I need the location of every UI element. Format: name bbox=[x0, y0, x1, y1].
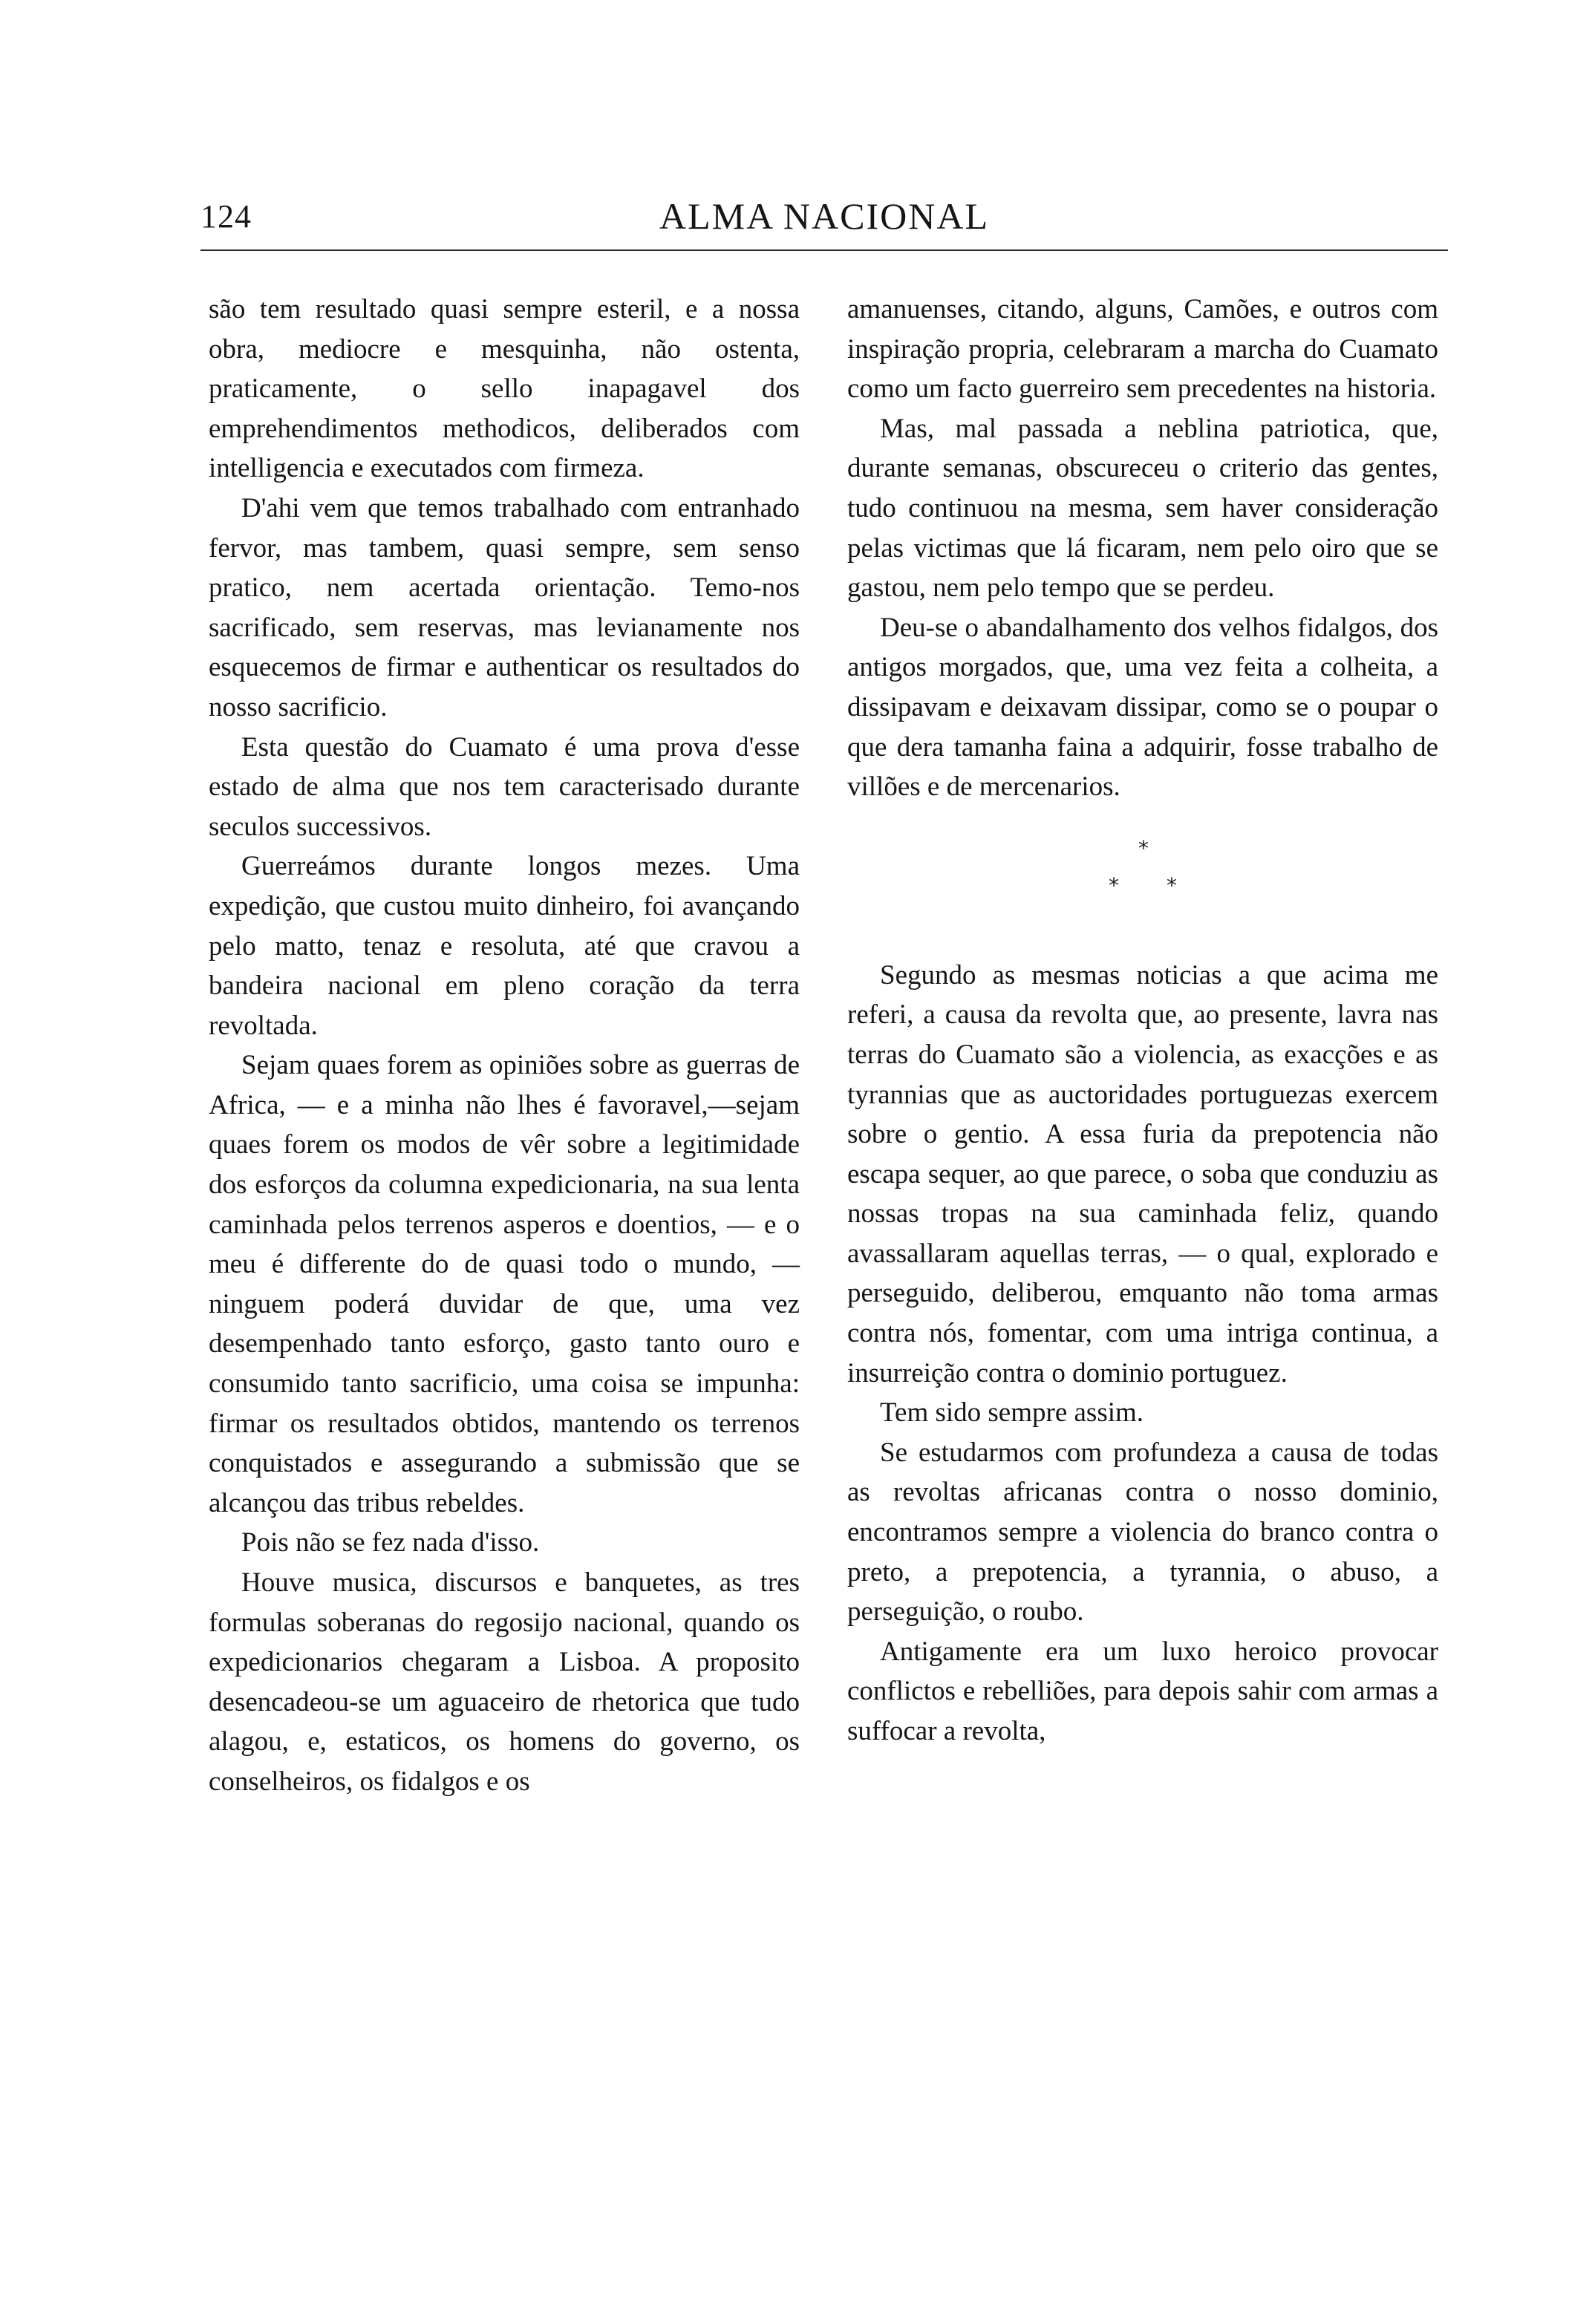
right-column bbox=[847, 290, 1438, 1752]
paragraph: Se estudarmos com profundeza a causa de todas as revoltas africanas contra o nosso dominio, encontramos sempre a violencia do branco contra o preto, a prepotencia, a tyrannia, o abuso, a perseguição, o roubo. bbox=[847, 1437, 1438, 1628]
paragraph: Sejam quaes forem as opiniões sobre as guerras de Africa, — e a minha não lhes é favoravel,—sejam quaes forem os modos de vêr sobre a legitimidade dos esforços da columna expedicionaria, na sua lenta caminhada pelos terrenos asperos e doentios, — e o meu é differente do de quasi todo o mundo, — ninguem poderá duvidar de que, uma vez desempenhado tanto esforço, gasto tanto ouro e consumido tanto sacrificio, uma coisa se impunha: firmar os resultados obtidos, mantendo os terrenos conquistados e assegurando a submissão que se alcançou das tribus rebeldes. bbox=[209, 1050, 800, 1518]
paragraph: Tem sido sempre assim. bbox=[880, 1397, 1144, 1429]
paragraph: D'ahi vem que temos trabalhado com entranhado fervor, mas tambem, quasi sempre, sem senso pratico, nem acertada orientação. Temo-nos sacrificado, sem reservas, mas levianamente nos esquecemos de firmar e authenticar os resultados do nosso sacrificio. bbox=[209, 492, 800, 722]
paragraph: Houve musica, discursos e banquetes, as tres formulas soberanas do regosijo nacional, quando os expedicionarios chegaram a Lisboa. A proposito desencadeou-se um aguaceiro de rhetorica que tudo alagou, e, estaticos, os homens do governo, os conselheiros, os fidalgos e os bbox=[209, 1567, 800, 1797]
section-break-asterism bbox=[847, 807, 1438, 956]
page-number: 124 bbox=[200, 198, 252, 235]
paragraph: Pois não se fez nada d'isso. bbox=[241, 1527, 540, 1558]
paragraph: Mas, mal passada a neblina patriotica, que, durante semanas, obscureceu o criterio das gentes, tudo continuou na mesma, sem haver consideração pelas victimas que lá ficaram, nem pelo oiro que se gastou, nem pelo tempo que se perdeu. bbox=[847, 413, 1438, 604]
paragraph: Deu-se o abandalhamento dos velhos fidalgos, dos antigos morgados, que, uma vez feita a colheita, a dissipavam e deixavam dissipar, como se o poupar o que dera tamanha faina a adquirir, fosse trabalho de villões e de mercenarios. bbox=[847, 612, 1438, 803]
asterisk-icon: * bbox=[1138, 835, 1149, 861]
paragraph: são tem resultado quasi sempre esteril, e a nossa obra, mediocre e mesquinha, não ostenta, praticamente, o sello inapagavel dos emprehendimentos methodicos, deliberados com intelligencia e executados com firmeza. bbox=[209, 294, 800, 484]
paragraph: Segundo as mesmas noticias a que acima me referi, a causa da revolta que, ao presente, lavra nas terras do Cuamato são a violencia, as exacções e as tyrannias que as auctoridades portuguezas exercem sobre o gentio. A essa furia da prepotencia não escapa sequer, ao que parece, o soba que conduziu as nossas tropas na sua caminhada feliz, quando avassallaram aquellas terras, — o qual, explorado e perseguido, deliberou, emquanto não toma armas contra nós, fomentar, com uma intriga continua, a insurreição contra o dominio portuguez. bbox=[847, 959, 1438, 1388]
paragraph: Esta questão do Cuamato é uma prova d'esse estado de alma que nos tem caracterisado durante seculos successivos. bbox=[209, 731, 800, 842]
asterisk-icon: * bbox=[1109, 872, 1119, 898]
page-header bbox=[200, 195, 1448, 247]
paragraph: amanuenses, citando, alguns, Camões, e outros com inspiração propria, celebraram a marcha do Cuamato como um facto guerreiro sem precedentes na historia. bbox=[847, 294, 1438, 405]
header-rule bbox=[200, 249, 1448, 251]
asterisk-icon: * bbox=[1167, 872, 1177, 898]
left-column bbox=[209, 290, 800, 1802]
running-title: ALMA NACIONAL bbox=[659, 195, 990, 237]
paragraph: Antigamente era um luxo heroico provocar conflictos e rebelliões, para depois sahir com armas a suffocar a revolta, bbox=[847, 1636, 1438, 1746]
paragraph: Guerreámos durante longos mezes. Uma expedição, que custou muito dinheiro, foi avançando pelo matto, tenaz e resoluta, até que cravou a bandeira nacional em pleno coração da terra revoltada. bbox=[209, 851, 800, 1041]
